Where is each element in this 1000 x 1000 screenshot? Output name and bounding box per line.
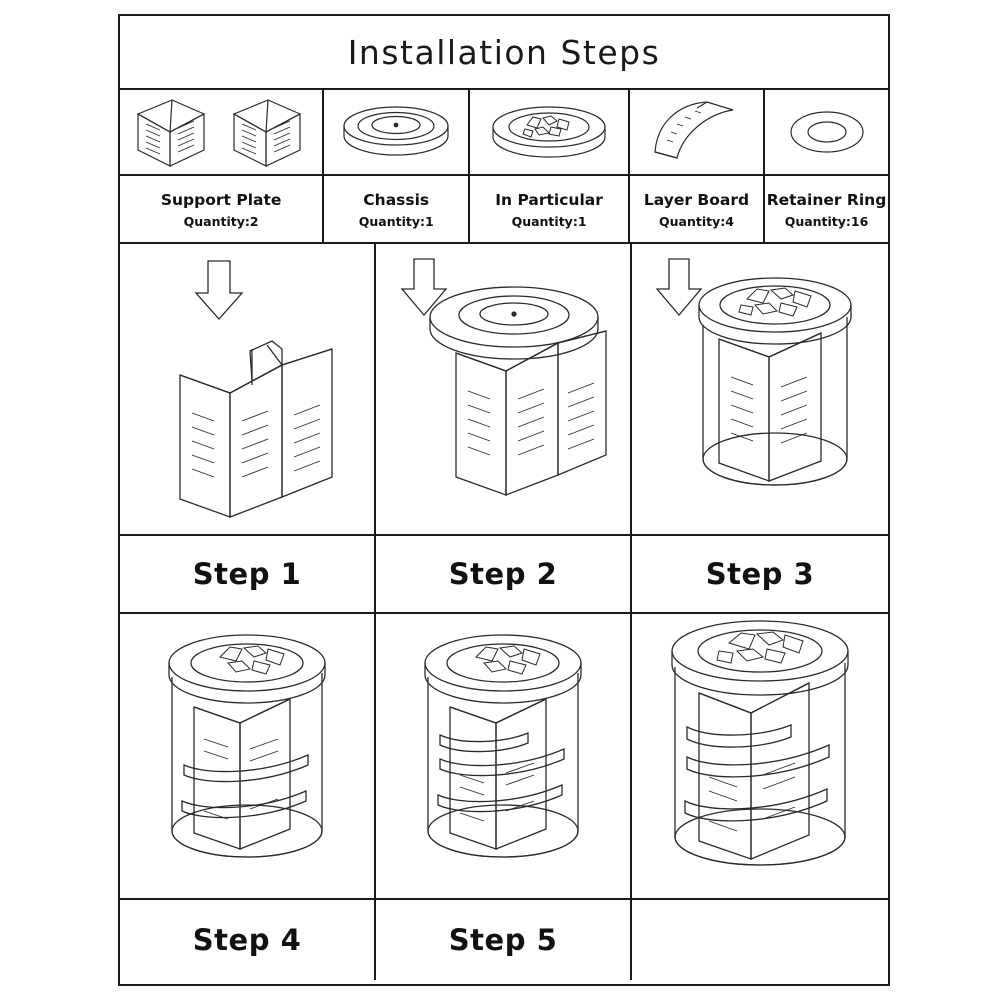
part-name: Support Plate (160, 191, 282, 210)
step-illustration-1 (120, 244, 376, 534)
step-label-row-upper (120, 536, 888, 614)
part-quantity: Quantity:4 (659, 213, 734, 229)
part-image-retainer-ring (765, 90, 888, 174)
step-label-empty (632, 900, 888, 980)
part-image-layer-board (630, 90, 765, 174)
page-title-text: Installation Steps (347, 32, 661, 72)
part-quantity: Quantity:16 (784, 213, 869, 229)
parts-image-row (120, 90, 888, 176)
step-label-4 (120, 900, 376, 980)
instruction-sheet (118, 14, 890, 986)
step-label-text: Step 3 (705, 557, 815, 591)
step-illustration-5 (376, 614, 632, 898)
down-arrow-icon (196, 261, 242, 319)
steps-row-lower (120, 614, 888, 900)
part-quantity: Quantity:1 (358, 213, 434, 229)
part-label-retainer-ring (765, 176, 888, 242)
step-label-row-lower (120, 900, 888, 980)
step-label-2 (376, 536, 632, 612)
step-label-text: Step 4 (192, 923, 302, 957)
page-title (120, 16, 888, 90)
step-label-text: Step 5 (448, 923, 558, 957)
part-label-layer-board (630, 176, 765, 242)
part-image-support-plate (120, 90, 324, 174)
part-quantity: Quantity:1 (511, 213, 587, 229)
step-label-3 (632, 536, 888, 612)
down-arrow-icon (402, 259, 446, 315)
step-illustration-4 (120, 614, 376, 898)
parts-label-row (120, 176, 888, 244)
part-label-support-plate (120, 176, 324, 242)
steps-row-upper (120, 244, 888, 536)
part-name: Layer Board (643, 191, 750, 210)
step-label-text: Step 2 (448, 557, 558, 591)
step-label-1 (120, 536, 376, 612)
part-name: Chassis (363, 191, 430, 210)
down-arrow-icon (657, 259, 701, 315)
part-quantity: Quantity:2 (183, 213, 259, 229)
part-image-chassis (324, 90, 470, 174)
step-illustration-3 (632, 244, 888, 534)
step-illustration-2 (376, 244, 632, 534)
part-label-chassis (324, 176, 470, 242)
part-name: Retainer Ring (766, 191, 887, 210)
part-image-in-particular (470, 90, 630, 174)
part-label-in-particular (470, 176, 630, 242)
step-label-5 (376, 900, 632, 980)
final-assembly-illustration (632, 614, 888, 898)
step-label-text: Step 1 (192, 557, 302, 591)
part-name: In Particular (495, 191, 603, 210)
